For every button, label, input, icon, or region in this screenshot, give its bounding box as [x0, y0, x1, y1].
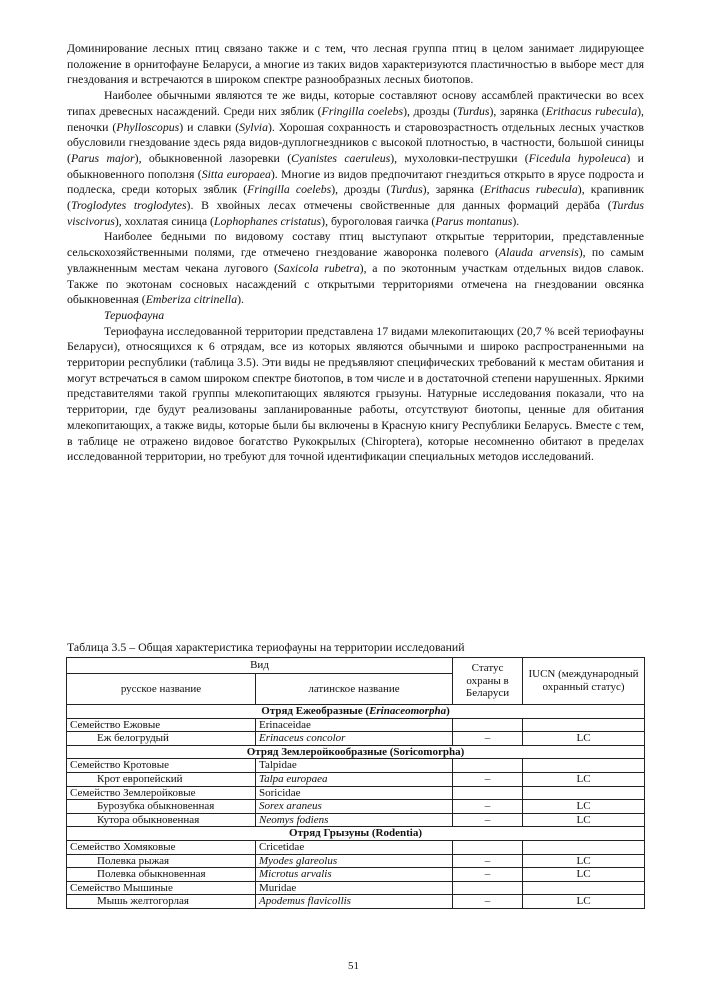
status-cell: –: [453, 868, 523, 882]
species-name-latin: Erinaceus concolor: [256, 732, 453, 746]
iucn-cell: LC: [523, 813, 645, 827]
text-run: ), обыкновенной лазоревки (: [134, 150, 292, 165]
family-name-ru: Семейство Мышиные: [67, 881, 256, 895]
latin-name: Turdus: [390, 182, 423, 197]
empty-cell: [453, 840, 523, 854]
species-row: [67, 895, 645, 909]
latin-name: Sylvia: [239, 119, 268, 134]
paragraphs: [67, 41, 644, 308]
order-name: Отряд Грызуны (Rodentia): [289, 827, 422, 840]
text-run: ), пеночки (: [67, 103, 644, 134]
order-cell: [67, 705, 645, 719]
empty-cell: [523, 759, 645, 773]
latin-name: Erithacus rubecula: [483, 182, 578, 197]
header-iucn: IUCN (международный охранный статус): [523, 658, 645, 705]
species-name-latin: Apodemus flavicollis: [256, 895, 453, 909]
iucn-cell: LC: [523, 732, 645, 746]
family-row: [67, 840, 645, 854]
species-row: [67, 854, 645, 868]
status-cell: –: [453, 813, 523, 827]
empty-cell: [453, 786, 523, 800]
family-name-latin: Talpidae: [256, 759, 453, 773]
header-status: Статус охраны в Беларуси: [453, 658, 523, 705]
latin-name: Emberiza citrinella: [145, 292, 238, 307]
text-run: ).: [237, 292, 244, 307]
text-run: ), крапивник (: [67, 182, 644, 213]
fauna-table: [66, 657, 645, 909]
order-latin: Erinaceomorpha: [369, 705, 447, 717]
family-name-ru: Семейство Кротовые: [67, 759, 256, 773]
family-name-latin: Erinaceidae: [256, 718, 453, 732]
family-name-latin: Cricetidae: [256, 840, 453, 854]
empty-cell: [523, 786, 645, 800]
page-number: 51: [348, 960, 359, 972]
paragraph-mammals: Териофауна исследованной территории представлена 17 видами млекопитающих (20,7 % всей териофауны Беларуси), относящихся к 6 отрядам, все из которых являются обычными и широко распространенными на территории республики (таблица 3.5). Эти виды не предъявляют специфических требований к местам обитания и могут встречаться в самом широком спектре биотопов, в том числе и в достаточной степени нарушенных. Яркими представителями такой группы млекопитающих являются грызуны. Натурные исследования показали, что на территории, где будут реализованы запланированные работы, отсутствуют биотопы, ценные для обитания млекопитающих, а также виды, которые были бы включены в Красную книгу Республики Беларусь. Вместе с тем, в таблице не отражено видовое богатство Рукокрылых (Chiroptera), которые несомненно обитают в пределах исследованной территории, но требуют для точной идентификации специальных методов исследований.: [67, 323, 644, 464]
species-name-latin: Neomys fodiens: [256, 813, 453, 827]
status-cell: –: [453, 854, 523, 868]
text-run: ) и славки (: [179, 119, 240, 134]
latin-name: Turdus viscivorus: [67, 198, 644, 228]
text-run: ) и обыкновенного поползня (: [67, 150, 644, 181]
latin-name: Troglodytes troglodytes: [70, 198, 187, 213]
order-close: ): [446, 705, 450, 717]
text-run: Наиболее бедными по видовому составу птиц выступают открытые территории, представленные сельскохозяйственными полями, где отмечено гнездование жаворонка полевого (: [67, 229, 644, 260]
species-name-latin: Sorex araneus: [256, 800, 453, 814]
latin-name: Fringilla coelebs: [247, 182, 332, 197]
latin-name: Turdus: [457, 103, 490, 118]
species-name-latin: Microtus arvalis: [256, 868, 453, 882]
latin-name: Alauda arvensis: [498, 245, 579, 260]
table-body: [67, 705, 645, 909]
order-cell: [67, 827, 645, 841]
latin-name: Sitta europaea: [201, 166, 271, 181]
subheading: Териофауна: [104, 307, 165, 322]
species-row: [67, 800, 645, 814]
text-run: ).: [512, 213, 520, 228]
text-run: ). Хорошая сохранность и старовозрастность отдельных лесных участков обусловили гнездование здесь ряда видов-дуплогнездников с высокой плотностью, в частности, большой синицы (: [67, 119, 645, 165]
family-name-ru: Семейство Хомяковые: [67, 840, 256, 854]
species-row: [67, 732, 645, 746]
empty-cell: [523, 840, 645, 854]
status-cell: –: [453, 800, 523, 814]
family-row: [67, 718, 645, 732]
status-cell: –: [453, 732, 523, 746]
family-row: [67, 759, 645, 773]
status-cell: –: [453, 772, 523, 786]
latin-name: Cyanistes caeruleus: [291, 150, 391, 165]
text-run: ), мухоловки-пеструшки (: [390, 150, 529, 165]
text-run: ), а по экотонным участкам отдельных видов славок. Также по экотонам сосновых насаждений с открытыми территориями отмечена на гнездовании овсянка обыкновенная (: [67, 260, 644, 307]
paragraph: [67, 229, 644, 308]
text-run: ), хохлатая синица (: [114, 213, 214, 228]
species-name-ru: Крот европейский: [67, 772, 256, 786]
order-name: Отряд Ежеобразные (: [261, 705, 370, 717]
text-run: ), зарянка (: [489, 103, 546, 118]
empty-cell: [453, 718, 523, 732]
species-name-ru: Еж белогрудый: [67, 732, 256, 746]
family-row: [67, 786, 645, 800]
latin-name: Phylloscopus: [116, 119, 180, 134]
paragraph: [67, 88, 644, 229]
family-name-latin: Muridae: [256, 881, 453, 895]
iucn-cell: LC: [523, 895, 645, 909]
text-run: Доминирование лесных птиц связано также и с тем, что лесная группа птиц в целом занимает лидирующее положение в орнитофауне Беларуси, а многие из таких видов характеризуются пластичностью в выборе мест для гнездования и встречаются в широком спектре разнообразных лесных биотопов.: [67, 41, 644, 87]
text-run: ). Многие из видов предпочитают гнездиться открыто в ярусе подроста и подлеска, среди которых зяблик (: [67, 166, 644, 197]
order-row: [67, 745, 645, 759]
text-run: Наиболее обычными являются те же виды, которые составляют основу ассамблей практически во всех типах древесных насаждений. Среди них зяблик (: [67, 88, 644, 118]
header-species: Вид: [67, 658, 453, 674]
empty-cell: [453, 881, 523, 895]
text-run: ), дрозды (: [403, 103, 458, 118]
empty-cell: [453, 759, 523, 773]
iucn-cell: LC: [523, 854, 645, 868]
empty-cell: [523, 881, 645, 895]
order-row: [67, 827, 645, 841]
text-run: ), буроголовая гаичка (: [321, 213, 436, 228]
species-name-ru: Мышь желтогорлая: [67, 895, 256, 909]
species-row: [67, 868, 645, 882]
latin-name: Parus montanus: [435, 213, 513, 228]
family-name-ru: Семейство Ежовые: [67, 718, 256, 732]
species-name-ru: Полевка обыкновенная: [67, 868, 256, 882]
species-row: [67, 772, 645, 786]
family-row: [67, 881, 645, 895]
header-russian-name: русское название: [67, 674, 256, 705]
order-row: [67, 705, 645, 719]
text-run: ), зарянка (: [422, 182, 484, 197]
iucn-cell: LC: [523, 868, 645, 882]
header-latin-name: латинское название: [256, 674, 453, 705]
species-name-ru: Полевка рыжая: [67, 854, 256, 868]
table-caption: Таблица 3.5 – Общая характеристика териофауны на территории исследований: [67, 640, 465, 654]
iucn-cell: LC: [523, 772, 645, 786]
species-name-ru: Кутора обыкновенная: [67, 813, 256, 827]
latin-name: Ficedula hypoleuca: [528, 150, 627, 165]
family-name-latin: Soricidae: [256, 786, 453, 800]
order-cell: [67, 745, 645, 759]
latin-name: Lophophanes cristatus: [213, 213, 322, 228]
text-run: ). В хвойных лесах отмечены свойственные для данных формаций дерäба (: [186, 198, 612, 213]
paragraph: [67, 41, 644, 88]
body-text: [67, 41, 644, 465]
species-name-latin: Talpa europaea: [256, 772, 453, 786]
empty-cell: [523, 718, 645, 732]
latin-name: Fringilla coelebs: [321, 103, 404, 118]
iucn-cell: LC: [523, 800, 645, 814]
order-name: Отряд Землеройкообразные (Soricomorpha): [246, 745, 465, 758]
family-name-ru: Семейство Землеройковые: [67, 786, 256, 800]
text-run: ), по самым увлажненным местам чекана лугового (: [67, 245, 644, 275]
status-cell: –: [453, 895, 523, 909]
species-row: [67, 813, 645, 827]
text-run: ), дрозды (: [331, 182, 391, 197]
latin-name: Parus major: [70, 150, 135, 165]
latin-name: Saxicola rubetra: [277, 260, 360, 275]
latin-name: Erithacus rubecula: [545, 103, 638, 118]
species-name-latin: Myodes glareolus: [256, 854, 453, 868]
species-name-ru: Бурозубка обыкновенная: [67, 800, 256, 814]
